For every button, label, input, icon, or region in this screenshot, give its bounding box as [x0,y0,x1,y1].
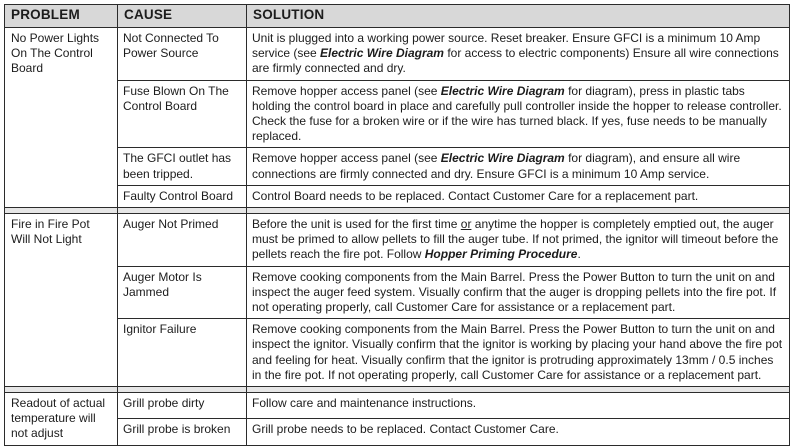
solution-cell [247,266,790,319]
reference-link-text: Electric Wire Diagram [320,46,444,61]
table-row [5,266,790,319]
solution-text: Remove hopper access panel (see [252,83,441,98]
table-row [5,419,790,445]
reference-link-text: Hopper Priming Procedure [424,247,578,262]
solution-cell [247,419,790,445]
solution-text: Control Board needs to be replaced. Contact Customer Care for a replacement part. [252,188,699,203]
cause-cell: Fuse Blown On The Control Board [118,80,247,148]
solution-text: anytime the hopper is completely emptied out, the auger must be primed to allow pellets to fill the auger tube. If not primed, the ignitor will timeout before the pellets reach the fire pot. Follow [252,217,779,262]
solution-text: Remove cooking components from the Main Barrel. Press the Power Button to turn the unit on and inspect the ignitor. Visually confirm that the ignitor is working by placing your hand above the fire pot and feeling for heat. Visually confirm that the ignitor is protruding approximately 13mm / 0.5 inches in the fire pot. If not operating properly, call Customer Care for assistance or a replacement part. [252,322,783,382]
table-row [5,214,790,267]
table-row [5,28,790,81]
cause-cell: Grill probe dirty [118,393,247,419]
table-body [5,28,790,446]
table-row [5,148,790,185]
solution-text: Remove hopper access panel (see [252,151,441,166]
cause-cell: Auger Not Primed [118,214,247,267]
solution-text: for diagram), and ensure all wire connections are firmly connected and dry. Ensure GFCI is a minimum 10 Amp service. [252,151,741,181]
solution-cell [247,148,790,185]
solution-text: Follow care and maintenance instructions. [252,396,477,411]
solution-cell [247,214,790,267]
troubleshooting-table-container [4,4,790,446]
cause-cell: Not Connected To Power Source [118,28,247,81]
solution-text: for access to electric components) Ensure all wire connections are firmly connected and dry. [252,46,779,76]
reference-link-text: Electric Wire Diagram [440,151,565,166]
solution-cell [247,393,790,419]
table-row [5,80,790,148]
solution-text: . [577,247,581,262]
header-solution: SOLUTION [247,5,790,28]
solution-text: Remove cooking components from the Main Barrel. Press the Power Button to turn the unit on and inspect the auger feed system. Visually confirm that the auger is dropping pellets into the fire pot. If not operating properly, call Customer Care for assistance or a replacement part. [252,269,777,315]
cause-cell: The GFCI outlet has been tripped. [118,148,247,185]
problem-cell: No Power Lights On The Control Board [5,28,118,208]
troubleshooting-table [4,4,790,446]
solution-cell [247,80,790,148]
solution-text: Grill probe needs to be replaced. Contact Customer Care. [252,422,559,437]
solution-text: Unit is plugged into a working power source. Reset breaker. Ensure GFCI is a minimum 10 Amp service (see [252,31,761,61]
solution-cell [247,185,790,207]
header-row [5,5,790,28]
header-cause: CAUSE [118,5,247,28]
header-problem: PROBLEM [5,5,118,28]
problem-cell: Readout of actual temperature will not adjust [5,393,118,446]
emphasis-text: or [460,217,472,232]
cause-cell: Ignitor Failure [118,319,247,387]
solution-text: for diagram), press in plastic tabs holding the control board in place and carefully pull controller inside the hopper to release controller. Check the fuse for a broken wire or if the wire has turned black. If yes, fuse needs to be manually replaced. [252,83,782,144]
table-row [5,185,790,207]
solution-cell [247,28,790,81]
table-row [5,319,790,387]
cause-cell: Auger Motor Is Jammed [118,266,247,319]
cause-cell: Faulty Control Board [118,185,247,207]
solution-cell [247,319,790,387]
reference-link-text: Electric Wire Diagram [440,83,565,98]
problem-cell: Fire in Fire Pot Will Not Light [5,214,118,387]
table-row [5,393,790,419]
cause-cell: Grill probe is broken [118,419,247,445]
solution-text: Before the unit is used for the first time [252,217,461,232]
